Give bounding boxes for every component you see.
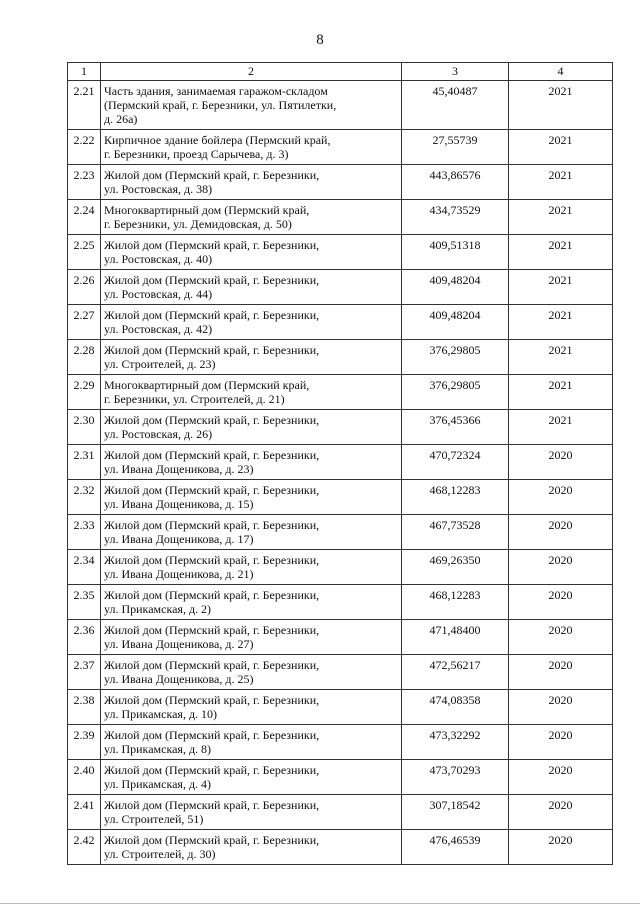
object-year: 2020	[509, 445, 613, 480]
object-value: 434,73529	[402, 200, 509, 235]
object-description: Жилой дом (Пермский край, г. Березники, ул. Ростовская, д. 40)	[101, 235, 402, 270]
object-value: 469,26350	[402, 550, 509, 585]
object-year: 2021	[509, 200, 613, 235]
object-year: 2020	[509, 620, 613, 655]
table-row	[68, 130, 613, 165]
page-number: 8	[316, 32, 324, 48]
object-value: 473,32292	[402, 725, 509, 760]
object-description: Жилой дом (Пермский край, г. Березники, ул. Строителей, 51)	[101, 795, 402, 830]
row-number: 2.28	[68, 340, 101, 375]
object-year: 2021	[509, 305, 613, 340]
property-table	[67, 62, 613, 865]
object-value: 473,70293	[402, 760, 509, 795]
row-number: 2.24	[68, 200, 101, 235]
row-number: 2.22	[68, 130, 101, 165]
object-description: Жилой дом (Пермский край, г. Березники, ул. Ивана Дощеникова, д. 17)	[101, 515, 402, 550]
object-year: 2020	[509, 515, 613, 550]
object-value: 474,08358	[402, 690, 509, 725]
object-year: 2021	[509, 375, 613, 410]
row-number: 2.41	[68, 795, 101, 830]
object-year: 2020	[509, 655, 613, 690]
row-number: 2.25	[68, 235, 101, 270]
column-header-1: 1	[68, 63, 101, 81]
table-row	[68, 445, 613, 480]
object-value: 376,29805	[402, 375, 509, 410]
object-year: 2020	[509, 480, 613, 515]
table-row	[68, 270, 613, 305]
object-value: 467,73528	[402, 515, 509, 550]
table-body	[68, 81, 613, 865]
object-year: 2020	[509, 760, 613, 795]
column-header-3: 3	[402, 63, 509, 81]
table-row	[68, 620, 613, 655]
object-description: Многоквартирный дом (Пермский край, г. Березники, ул. Строителей, д. 21)	[101, 375, 402, 410]
row-number: 2.31	[68, 445, 101, 480]
object-description: Жилой дом (Пермский край, г. Березники, ул. Прикамская, д. 8)	[101, 725, 402, 760]
table-row	[68, 410, 613, 445]
object-value: 443,86576	[402, 165, 509, 200]
row-number: 2.27	[68, 305, 101, 340]
object-year: 2020	[509, 725, 613, 760]
object-description: Жилой дом (Пермский край, г. Березники, ул. Ростовская, д. 42)	[101, 305, 402, 340]
table-row	[68, 165, 613, 200]
row-number: 2.26	[68, 270, 101, 305]
table-row	[68, 480, 613, 515]
object-value: 476,46539	[402, 830, 509, 865]
object-description: Жилой дом (Пермский край, г. Березники, ул. Ростовская, д. 44)	[101, 270, 402, 305]
object-description: Жилой дом (Пермский край, г. Березники, ул. Ивана Дощеникова, д. 25)	[101, 655, 402, 690]
row-number: 2.39	[68, 725, 101, 760]
object-description: Жилой дом (Пермский край, г. Березники, ул. Ивана Дощеникова, д. 15)	[101, 480, 402, 515]
object-year: 2021	[509, 81, 613, 130]
object-value: 376,45366	[402, 410, 509, 445]
object-year: 2021	[509, 410, 613, 445]
row-number: 2.40	[68, 760, 101, 795]
page-bottom-edge	[0, 903, 640, 904]
row-number: 2.33	[68, 515, 101, 550]
object-description: Жилой дом (Пермский край, г. Березники, ул. Ивана Дощеникова, д. 23)	[101, 445, 402, 480]
row-number: 2.37	[68, 655, 101, 690]
object-year: 2020	[509, 585, 613, 620]
object-value: 470,72324	[402, 445, 509, 480]
object-value: 409,48204	[402, 305, 509, 340]
object-value: 409,51318	[402, 235, 509, 270]
table-row	[68, 550, 613, 585]
table-row	[68, 340, 613, 375]
object-value: 376,29805	[402, 340, 509, 375]
row-number: 2.32	[68, 480, 101, 515]
table-row	[68, 305, 613, 340]
object-description: Жилой дом (Пермский край, г. Березники, ул. Ивана Дощеникова, д. 21)	[101, 550, 402, 585]
table-row	[68, 795, 613, 830]
object-description: Жилой дом (Пермский край, г. Березники, ул. Прикамская, д. 2)	[101, 585, 402, 620]
table-row	[68, 200, 613, 235]
object-description: Жилой дом (Пермский край, г. Березники, ул. Ростовская, д. 26)	[101, 410, 402, 445]
row-number: 2.21	[68, 81, 101, 130]
object-description: Жилой дом (Пермский край, г. Березники, ул. Строителей, д. 23)	[101, 340, 402, 375]
table-row	[68, 585, 613, 620]
object-year: 2020	[509, 690, 613, 725]
object-value: 409,48204	[402, 270, 509, 305]
object-year: 2020	[509, 830, 613, 865]
object-value: 468,12283	[402, 480, 509, 515]
object-value: 27,55739	[402, 130, 509, 165]
table-row	[68, 235, 613, 270]
object-description: Многоквартирный дом (Пермский край, г. Березники, ул. Демидовская, д. 50)	[101, 200, 402, 235]
object-description: Кирпичное здание бойлера (Пермский край, г. Березники, проезд Сарычева, д. 3)	[101, 130, 402, 165]
object-value: 307,18542	[402, 795, 509, 830]
object-description: Жилой дом (Пермский край, г. Березники, ул. Прикамская, д. 10)	[101, 690, 402, 725]
column-header-4: 4	[509, 63, 613, 81]
header-row	[68, 63, 613, 81]
object-value: 468,12283	[402, 585, 509, 620]
row-number: 2.23	[68, 165, 101, 200]
table-row	[68, 375, 613, 410]
object-year: 2021	[509, 340, 613, 375]
object-year: 2021	[509, 270, 613, 305]
object-year: 2021	[509, 130, 613, 165]
table-row	[68, 81, 613, 130]
object-description: Жилой дом (Пермский край, г. Березники, ул. Ивана Дощеникова, д. 27)	[101, 620, 402, 655]
object-description: Жилой дом (Пермский край, г. Березники, ул. Прикамская, д. 4)	[101, 760, 402, 795]
row-number: 2.29	[68, 375, 101, 410]
table-row	[68, 690, 613, 725]
object-year: 2021	[509, 165, 613, 200]
object-year: 2021	[509, 235, 613, 270]
object-year: 2020	[509, 795, 613, 830]
object-description: Жилой дом (Пермский край, г. Березники, ул. Ростовская, д. 38)	[101, 165, 402, 200]
row-number: 2.36	[68, 620, 101, 655]
object-year: 2020	[509, 550, 613, 585]
row-number: 2.42	[68, 830, 101, 865]
table-row	[68, 830, 613, 865]
object-description: Часть здания, занимаемая гаражом-складом (Пермский край, г. Березники, ул. Пятилетки, д. 26а)	[101, 81, 402, 130]
table-row	[68, 515, 613, 550]
object-description: Жилой дом (Пермский край, г. Березники, ул. Строителей, д. 30)	[101, 830, 402, 865]
row-number: 2.35	[68, 585, 101, 620]
row-number: 2.30	[68, 410, 101, 445]
row-number: 2.38	[68, 690, 101, 725]
table-row	[68, 725, 613, 760]
table-row	[68, 655, 613, 690]
row-number: 2.34	[68, 550, 101, 585]
object-value: 472,56217	[402, 655, 509, 690]
object-value: 471,48400	[402, 620, 509, 655]
column-header-2: 2	[101, 63, 402, 81]
table-row	[68, 760, 613, 795]
object-value: 45,40487	[402, 81, 509, 130]
